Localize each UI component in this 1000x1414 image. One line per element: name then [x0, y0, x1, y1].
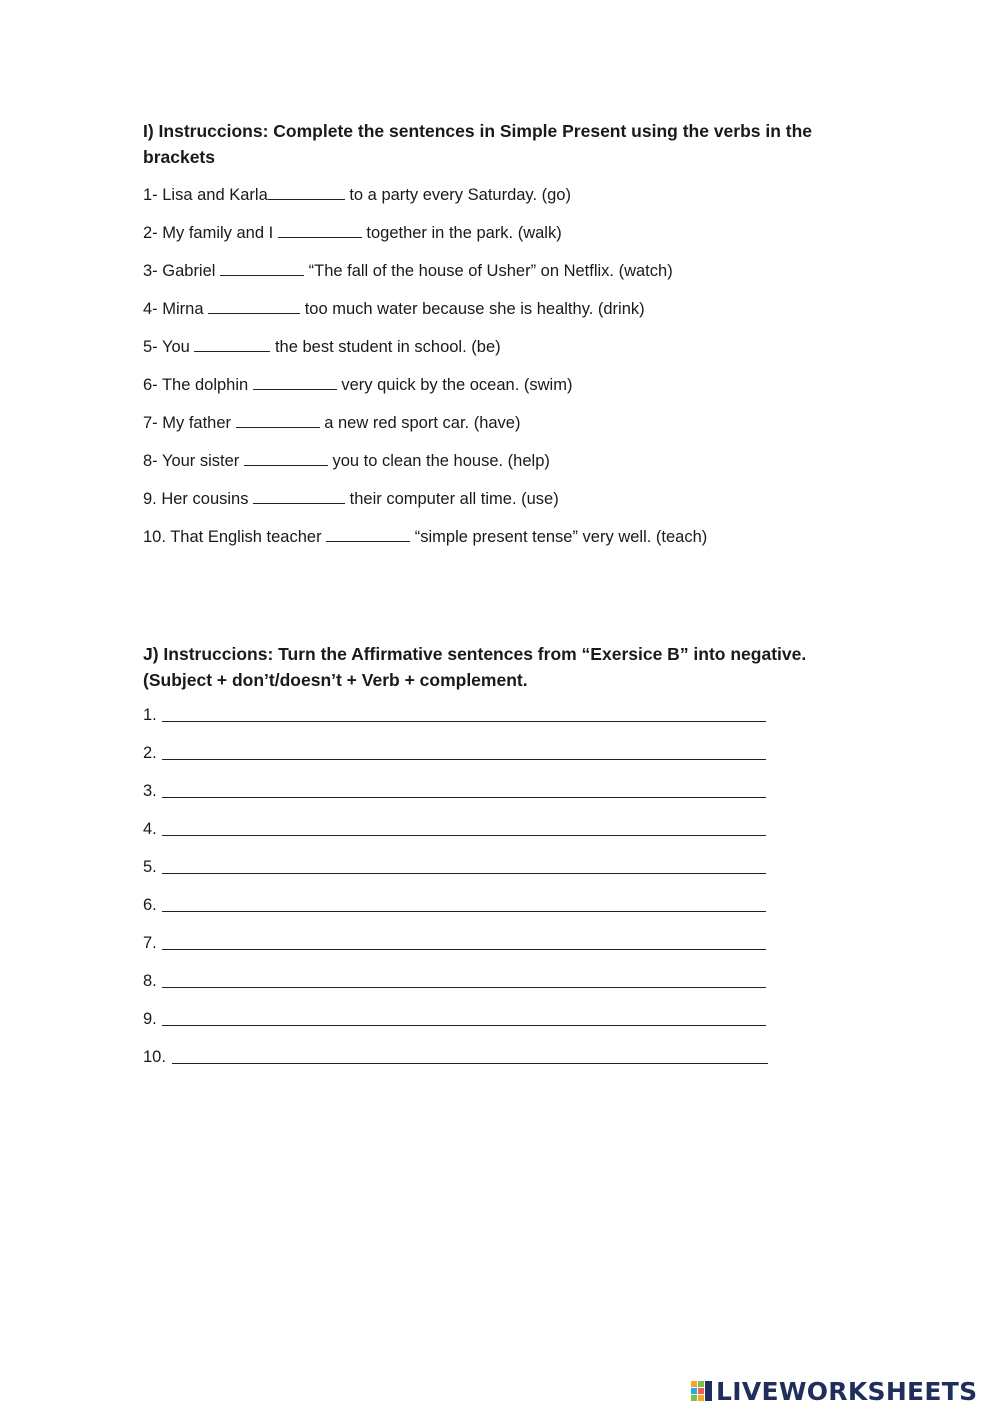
- answer-row: 10.: [143, 1046, 768, 1068]
- answer-line[interactable]: [162, 932, 766, 950]
- list-item: 9. Her cousins their computer all time. (use): [143, 490, 559, 508]
- answer-line[interactable]: [172, 1046, 768, 1064]
- answer-blank[interactable]: [278, 222, 362, 238]
- answer-blank[interactable]: [244, 450, 328, 466]
- list-item: 6- The dolphin very quick by the ocean. (swim): [143, 376, 573, 394]
- answer-line[interactable]: [162, 970, 766, 988]
- list-item: 8- Your sister you to clean the house. (help): [143, 452, 550, 470]
- list-item: 2- My family and I together in the park. (walk): [143, 224, 562, 242]
- answer-line[interactable]: [162, 780, 766, 798]
- section-i-heading: I) Instruccions: Complete the sentences in Simple Present using the verbs in the brackets: [143, 121, 813, 167]
- answer-blank[interactable]: [326, 526, 410, 542]
- section-j-heading-line1: J) Instruccions: Turn the Affirmative sentences from “Exersice B” into negative.: [143, 644, 807, 664]
- answer-row: 3.: [143, 780, 768, 802]
- answer-blank[interactable]: [253, 374, 337, 390]
- answer-row: 5.: [143, 856, 768, 878]
- answer-line[interactable]: [162, 1008, 766, 1026]
- answer-line[interactable]: [162, 856, 766, 874]
- answer-blank[interactable]: [236, 412, 320, 428]
- answer-row: 8.: [143, 970, 768, 992]
- answer-blank[interactable]: [268, 184, 345, 200]
- answer-blank[interactable]: [220, 260, 304, 276]
- liveworksheets-logo: [691, 1376, 977, 1406]
- answer-line[interactable]: [162, 742, 766, 760]
- list-item: 1- Lisa and Karla to a party every Saturday. (go): [143, 186, 571, 204]
- answer-row: 9.: [143, 1008, 768, 1030]
- answer-row: 2.: [143, 742, 768, 764]
- answer-row: 7.: [143, 932, 768, 954]
- logo-text: LIVEWORKSHEETS: [716, 1376, 978, 1406]
- section-i-items: [143, 184, 873, 554]
- section-j-answers: [143, 704, 873, 1074]
- answer-line[interactable]: [162, 818, 766, 836]
- list-item: 3- Gabriel “The fall of the house of Usher” on Netflix. (watch): [143, 262, 673, 280]
- answer-line[interactable]: [162, 704, 766, 722]
- section-i: [143, 118, 873, 170]
- answer-row: 6.: [143, 894, 768, 916]
- section-j: [143, 641, 873, 693]
- answer-blank[interactable]: [208, 298, 300, 314]
- answer-row: 4.: [143, 818, 768, 840]
- list-item: 10. That English teacher “simple present tense” very well. (teach): [143, 528, 708, 546]
- answer-blank[interactable]: [253, 488, 345, 504]
- answer-line[interactable]: [162, 894, 766, 912]
- liveworksheets-logo-icon: [691, 1379, 713, 1403]
- answer-row: 1.: [143, 704, 768, 726]
- section-j-heading-line2: (Subject + don’t/doesn’t + Verb + complement.: [143, 670, 528, 690]
- list-item: 5- You the best student in school. (be): [143, 338, 501, 356]
- list-item: 4- Mirna too much water because she is healthy. (drink): [143, 300, 645, 318]
- answer-blank[interactable]: [194, 336, 270, 352]
- list-item: 7- My father a new red sport car. (have): [143, 414, 521, 432]
